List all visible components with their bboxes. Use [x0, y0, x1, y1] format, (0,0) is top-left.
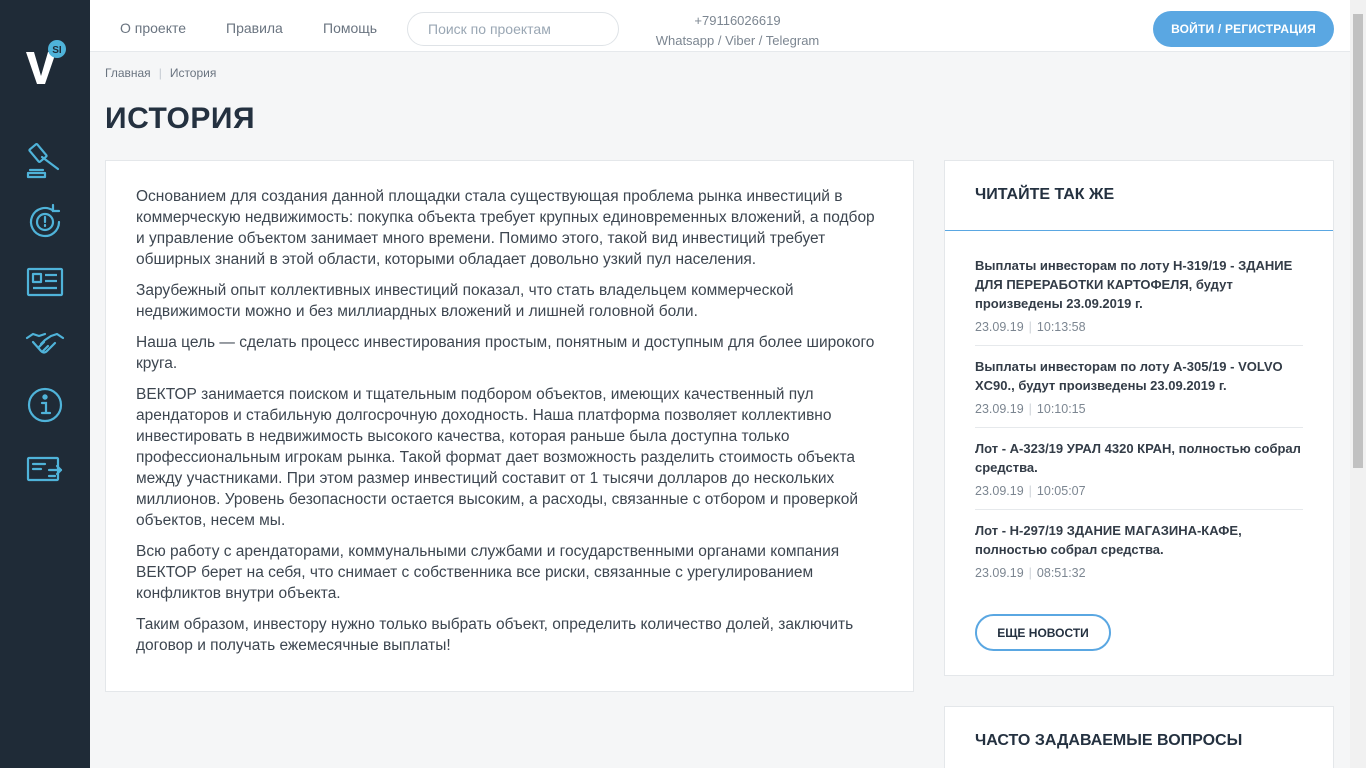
breadcrumb: [105, 66, 216, 80]
news-icon[interactable]: [25, 262, 65, 302]
news-item: [975, 231, 1303, 346]
article-paragraph: Наша цель — сделать процесс инвестирования простым, понятным и доступным для более широкого круга.: [136, 334, 875, 372]
news-datetime: 23.09.19 | 08:51:32: [975, 566, 1086, 580]
info-icon[interactable]: [25, 385, 65, 425]
breadcrumb-home[interactable]: Главная: [105, 66, 151, 80]
article-paragraph: Основанием для создания данной площадки стала существующая проблема рынка инвестиций в коммерческую недвижимость: покупка объекта требует крупных единовременных вложений, а подбор и управление объектом занимает много времени. Помимо этого, такой вид инвестиций требует обширных знаний в этой области, которыми обладает довольно узкий пул населения.: [136, 188, 875, 268]
messengers-label: Whatsapp / Viber / Telegram: [655, 33, 820, 48]
news-item: [975, 428, 1303, 510]
nav-help[interactable]: Помощь: [323, 20, 378, 36]
news-item: [975, 346, 1303, 428]
news-datetime: 23.09.19 | 10:10:15: [975, 402, 1086, 416]
document-transfer-icon[interactable]: [25, 450, 65, 490]
contact-info: [645, 11, 830, 51]
logo-icon: [24, 38, 68, 88]
article-paragraph: Всю работу с арендаторами, коммунальными службами и государственными органами компания ВЕКТОР берет на себя, что снимает с собственника все риски, связанные с урегулированием конфликтов внутри объекта.: [136, 543, 840, 602]
clock-refresh-icon[interactable]: [25, 202, 65, 242]
login-register-button[interactable]: ВОЙТИ / РЕГИСТРАЦИЯ: [1153, 11, 1334, 47]
svg-text:SI: SI: [52, 45, 62, 56]
read-also-title: ЧИТАЙТЕ ТАК ЖЕ: [945, 161, 1333, 231]
news-datetime: 23.09.19 | 10:05:07: [975, 484, 1086, 498]
more-news-button[interactable]: ЕЩЕ НОВОСТИ: [975, 614, 1111, 651]
top-header: [90, 0, 1350, 52]
article-paragraph: ВЕКТОР занимается поиском и тщательным подбором объектов, имеющих качественный пул арендаторов и стабильную долгосрочную доходность. Наша платформа позволяет коллективно инвестировать в недвижимость высокого качества, которая раньше была доступна только профессиональным игрокам рынка. Такой формат дает возможность разделить стоимость объекта между участниками. При этом размер инвестиций составит от 1 тысячи долларов до нескольких миллионов. Уровень безопасности остается высоким, а расходы, связанные с отбором и проверкой объектов, несем мы.: [136, 386, 858, 529]
gavel-icon[interactable]: [25, 140, 65, 180]
faq-title: ЧАСТО ЗАДАВАЕМЫЕ ВОПРОСЫ: [975, 732, 1243, 749]
article-body: [105, 160, 914, 692]
scrollbar-thumb[interactable]: [1353, 14, 1363, 468]
page-title: ИСТОРИЯ: [105, 102, 256, 135]
news-title[interactable]: Лот - Н-297/19 ЗДАНИЕ МАГАЗИНА-КАФЕ, полностью собрал средства.: [975, 523, 1242, 557]
article-paragraph: Зарубежный опыт коллективных инвестиций показал, что стать владельцем коммерческой недвижимости можно и без миллиардных вложений и лишней головной боли.: [136, 282, 794, 320]
nav-rules[interactable]: Правила: [226, 20, 283, 36]
phone-number[interactable]: +79116026619: [694, 13, 781, 28]
news-title[interactable]: Лот - А-323/19 УРАЛ 4320 КРАН, полностью собрал средства.: [975, 441, 1301, 475]
breadcrumb-separator: |: [158, 66, 162, 80]
search-input[interactable]: [407, 12, 619, 46]
handshake-icon[interactable]: [25, 324, 65, 364]
read-also-panel: [944, 160, 1334, 676]
news-datetime: 23.09.19 | 10:13:58: [975, 320, 1086, 334]
sidebar: [0, 0, 90, 768]
news-list: [945, 231, 1333, 591]
faq-panel: [944, 706, 1334, 768]
scrollbar[interactable]: [1350, 0, 1366, 768]
news-title[interactable]: Выплаты инвесторам по лоту Н-319/19 - ЗДАНИЕ ДЛЯ ПЕРЕРАБОТКИ КАРТОФЕЛЯ, будут произведены 23.09.2019 г.: [975, 258, 1293, 311]
news-item: [975, 510, 1303, 591]
breadcrumb-current: История: [169, 66, 217, 80]
news-title[interactable]: Выплаты инвесторам по лоту А-305/19 - VOLVO XC90., будут произведены 23.09.2019 г.: [975, 359, 1283, 393]
nav-about[interactable]: О проекте: [120, 20, 187, 36]
article-paragraph: Таким образом, инвестору нужно только выбрать объект, определить количество долей, заключить договор и получать ежемесячные выплаты!: [136, 616, 854, 654]
logo[interactable]: [24, 38, 68, 88]
